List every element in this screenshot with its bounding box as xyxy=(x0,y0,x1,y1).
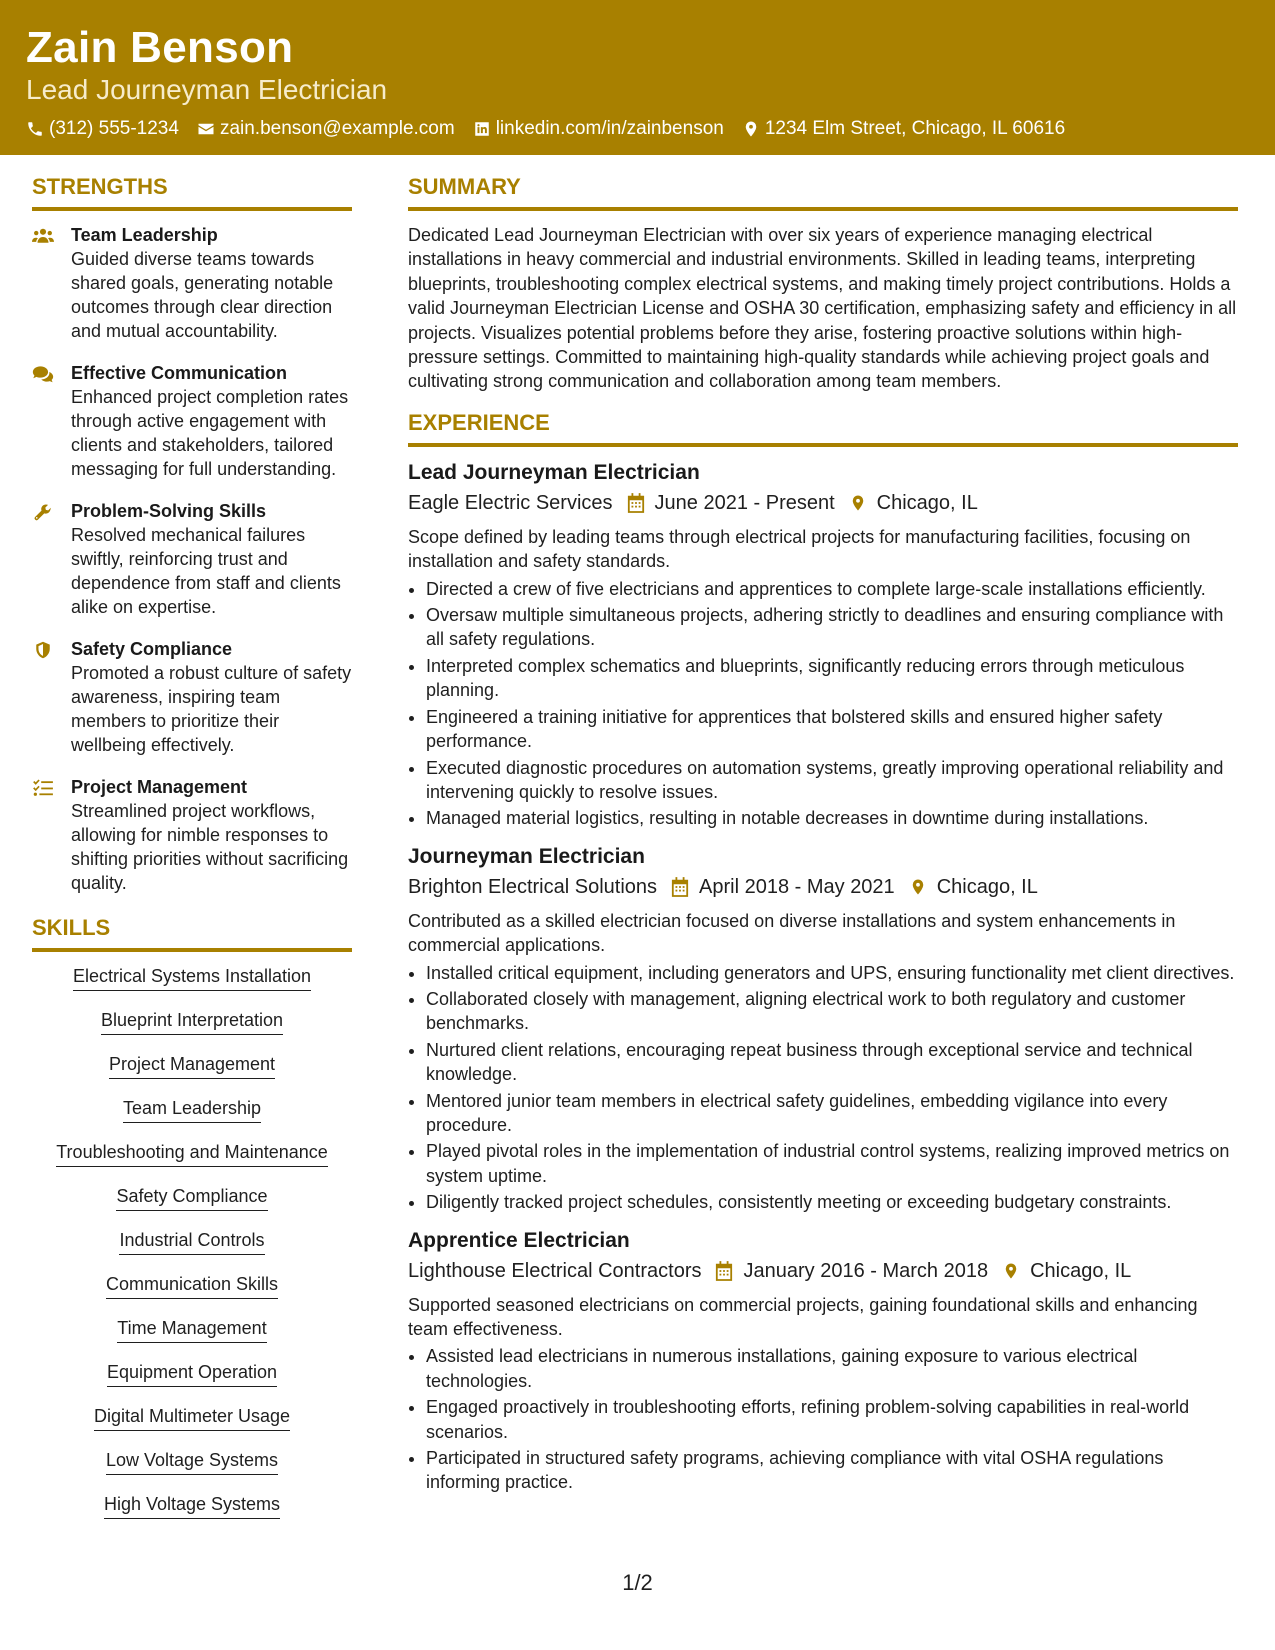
summary-heading: SUMMARY xyxy=(408,172,1238,211)
job-dates: January 2016 - March 2018 xyxy=(743,1259,989,1282)
map-pin-icon xyxy=(849,493,867,513)
strength-desc: Resolved mechanical failures swiftly, reinforcing trust and dependence from staff and clients alike on expertise. xyxy=(71,525,341,617)
experience-heading: EXPERIENCE xyxy=(408,408,1238,447)
strength-desc: Enhanced project completion rates through active engagement with clients and stakeholders, tailored messaging for full understanding. xyxy=(71,387,349,479)
bullet-item: • Played pivotal roles in the implementation of industrial control systems, realizing improved metrics on system uptime. xyxy=(426,1139,1238,1188)
email-text: zain.benson@example.com xyxy=(219,118,455,139)
skill-tag: High Voltage Systems xyxy=(104,1492,280,1519)
skill-tag: Electrical Systems Installation xyxy=(73,964,311,991)
job-location: Chicago, IL xyxy=(876,491,978,514)
skill-tag: Time Management xyxy=(117,1316,266,1343)
job-company: Lighthouse Electrical Contractors xyxy=(408,1259,702,1282)
skill-tag: Industrial Controls xyxy=(119,1228,264,1255)
strength-item xyxy=(32,637,352,757)
contact-bar xyxy=(26,116,1083,142)
skills-list xyxy=(32,964,352,1536)
contact-linkedin[interactable] xyxy=(473,118,724,140)
job-title: Journeyman Electrician xyxy=(408,844,645,868)
job-bullets xyxy=(408,1344,1238,1494)
left-column xyxy=(32,172,352,1536)
skill-tag: Team Leadership xyxy=(123,1096,261,1123)
job-location: Chicago, IL xyxy=(1030,1259,1132,1282)
linkedin-text: linkedin.com/in/zainbenson xyxy=(495,118,724,139)
bullet-item: • Engineered a training initiative for apprentices that bolstered skills and ensured higher safety performance. xyxy=(426,705,1238,754)
calendar-icon xyxy=(715,1261,733,1281)
strength-name: Safety Compliance xyxy=(71,639,233,659)
job-company: Brighton Electrical Solutions xyxy=(408,875,658,898)
strength-desc: Guided diverse teams towards shared goals, generating notable outcomes through clear direction and mutual accountability. xyxy=(71,249,334,341)
skills-heading: SKILLS xyxy=(32,913,352,952)
calendar-icon xyxy=(671,877,689,897)
phone-icon xyxy=(26,120,44,138)
job-meta xyxy=(408,1255,1238,1287)
bullet-item: • Mentored junior team members in electrical safety guidelines, embedding vigilance into every procedure. xyxy=(426,1089,1238,1138)
bullet-item: • Collaborated closely with management, aligning electrical work to both regulatory and customer benchmarks. xyxy=(426,987,1238,1036)
job-bullets xyxy=(408,961,1238,1215)
resume-header xyxy=(0,0,1275,155)
job-bullets xyxy=(408,577,1238,831)
calendar-icon xyxy=(627,493,645,513)
users-icon xyxy=(32,227,54,245)
job-description: Scope defined by leading teams through electrical projects for manufacturing facilities, focusing on installation and safety standards. xyxy=(408,526,1191,572)
map-pin-icon xyxy=(742,120,760,138)
job-title: Lead Journeyman Electrician xyxy=(408,460,700,484)
phone-text: (312) 555-1234 xyxy=(49,118,179,139)
strength-item xyxy=(32,775,352,895)
skill-tag: Troubleshooting and Maintenance xyxy=(56,1140,328,1167)
skill-tag: Safety Compliance xyxy=(116,1184,267,1211)
skill-tag: Equipment Operation xyxy=(107,1360,277,1387)
page-number: 1/2 xyxy=(622,1570,653,1595)
envelope-icon xyxy=(197,120,215,138)
skill-tag: Low Voltage Systems xyxy=(106,1448,278,1475)
bullet-item: • Managed material logistics, resulting in notable decreases in downtime during installations. xyxy=(426,806,1238,830)
job-meta xyxy=(408,871,1238,903)
skill-tag: Project Management xyxy=(109,1052,275,1079)
shield-icon xyxy=(32,641,54,659)
job-description: Contributed as a skilled electrician focused on diverse installations and system enhancements in commercial applications. xyxy=(408,910,1176,956)
bullet-item: • Installed critical equipment, including generators and UPS, ensuring functionality met client directives. xyxy=(426,961,1238,985)
job-meta xyxy=(408,487,1238,519)
map-pin-icon xyxy=(1002,1261,1020,1281)
skill-tag: Digital Multimeter Usage xyxy=(94,1404,290,1431)
strength-name: Problem-Solving Skills xyxy=(71,501,267,521)
summary-text: Dedicated Lead Journeyman Electrician with over six years of experience managing electrical installations in heavy commercial and industrial environments. Skilled in leading teams, interpreting blueprints, troubleshooting complex electrical systems, and making timely project contributions. Holds a valid Journeyman Electrician License and OSHA 30 certification, emphasizing safety and efficiency in all projects. Visualizes potential problems before they arise, fostering proactive solutions within high-pressure settings. Committed to maintaining high-quality standards while achieving project goals and cultivating strong communication and collaboration among team members. xyxy=(408,225,1237,392)
job-dates: June 2021 - Present xyxy=(654,491,835,514)
address-text: 1234 Elm Street, Chicago, IL 60616 xyxy=(764,118,1066,139)
bullet-item: • Engaged proactively in troubleshooting efforts, refining problem-solving capabilities in real-world scenarios. xyxy=(426,1395,1238,1444)
right-column xyxy=(408,172,1238,1507)
job-entry xyxy=(408,459,1238,831)
job-location: Chicago, IL xyxy=(936,875,1038,898)
strength-item xyxy=(32,223,352,343)
candidate-title: Lead Journeyman Electrician xyxy=(26,74,388,105)
bullet-item: • Participated in structured safety programs, achieving compliance with vital OSHA regulations informing practice. xyxy=(426,1446,1238,1495)
skill-tag: Communication Skills xyxy=(106,1272,278,1299)
bullet-item: • Diligently tracked project schedules, consistently meeting or exceeding budgetary constraints. xyxy=(426,1190,1238,1214)
comments-icon xyxy=(32,365,54,383)
bullet-item: • Interpreted complex schematics and blueprints, significantly reducing errors through meticulous planning. xyxy=(426,654,1238,703)
strengths-heading: STRENGTHS xyxy=(32,172,352,211)
contact-phone[interactable] xyxy=(26,118,179,140)
strength-item xyxy=(32,499,352,619)
bullet-item: • Assisted lead electricians in numerous installations, gaining exposure to various electrical technologies. xyxy=(426,1344,1238,1393)
candidate-name: Zain Benson xyxy=(26,23,294,72)
bullet-item: • Nurtured client relations, encouraging repeat business through exceptional service and technical knowledge. xyxy=(426,1038,1238,1087)
strength-name: Team Leadership xyxy=(71,225,218,245)
map-pin-icon xyxy=(909,877,927,897)
strength-name: Effective Communication xyxy=(71,363,288,383)
wrench-icon xyxy=(32,503,54,521)
bullet-item: • Oversaw multiple simultaneous projects, adhering strictly to deadlines and ensuring compliance with all safety regulations. xyxy=(426,603,1238,652)
contact-address xyxy=(742,118,1065,140)
job-company: Eagle Electric Services xyxy=(408,491,613,514)
list-check-icon xyxy=(32,779,54,797)
strength-item xyxy=(32,361,352,481)
job-title: Apprentice Electrician xyxy=(408,1228,630,1252)
job-dates: April 2018 - May 2021 xyxy=(699,875,895,898)
linkedin-icon xyxy=(473,120,491,138)
job-entry xyxy=(408,1227,1238,1495)
job-entry xyxy=(408,843,1238,1215)
skill-tag: Blueprint Interpretation xyxy=(101,1008,283,1035)
contact-email[interactable] xyxy=(197,118,455,140)
strength-name: Project Management xyxy=(71,777,248,797)
strength-desc: Promoted a robust culture of safety awareness, inspiring team members to prioritize their wellbeing effectively. xyxy=(71,663,352,755)
bullet-item: • Executed diagnostic procedures on automation systems, greatly improving operational reliability and intervening quickly to resolve issues. xyxy=(426,756,1238,805)
strength-desc: Streamlined project workflows, allowing for nimble responses to shifting priorities without sacrificing quality. xyxy=(71,801,349,893)
job-description: Supported seasoned electricians on commercial projects, gaining foundational skills and enhancing team effectiveness. xyxy=(408,1294,1198,1339)
bullet-item: • Directed a crew of five electricians and apprentices to complete large-scale installations efficiently. xyxy=(426,577,1238,601)
